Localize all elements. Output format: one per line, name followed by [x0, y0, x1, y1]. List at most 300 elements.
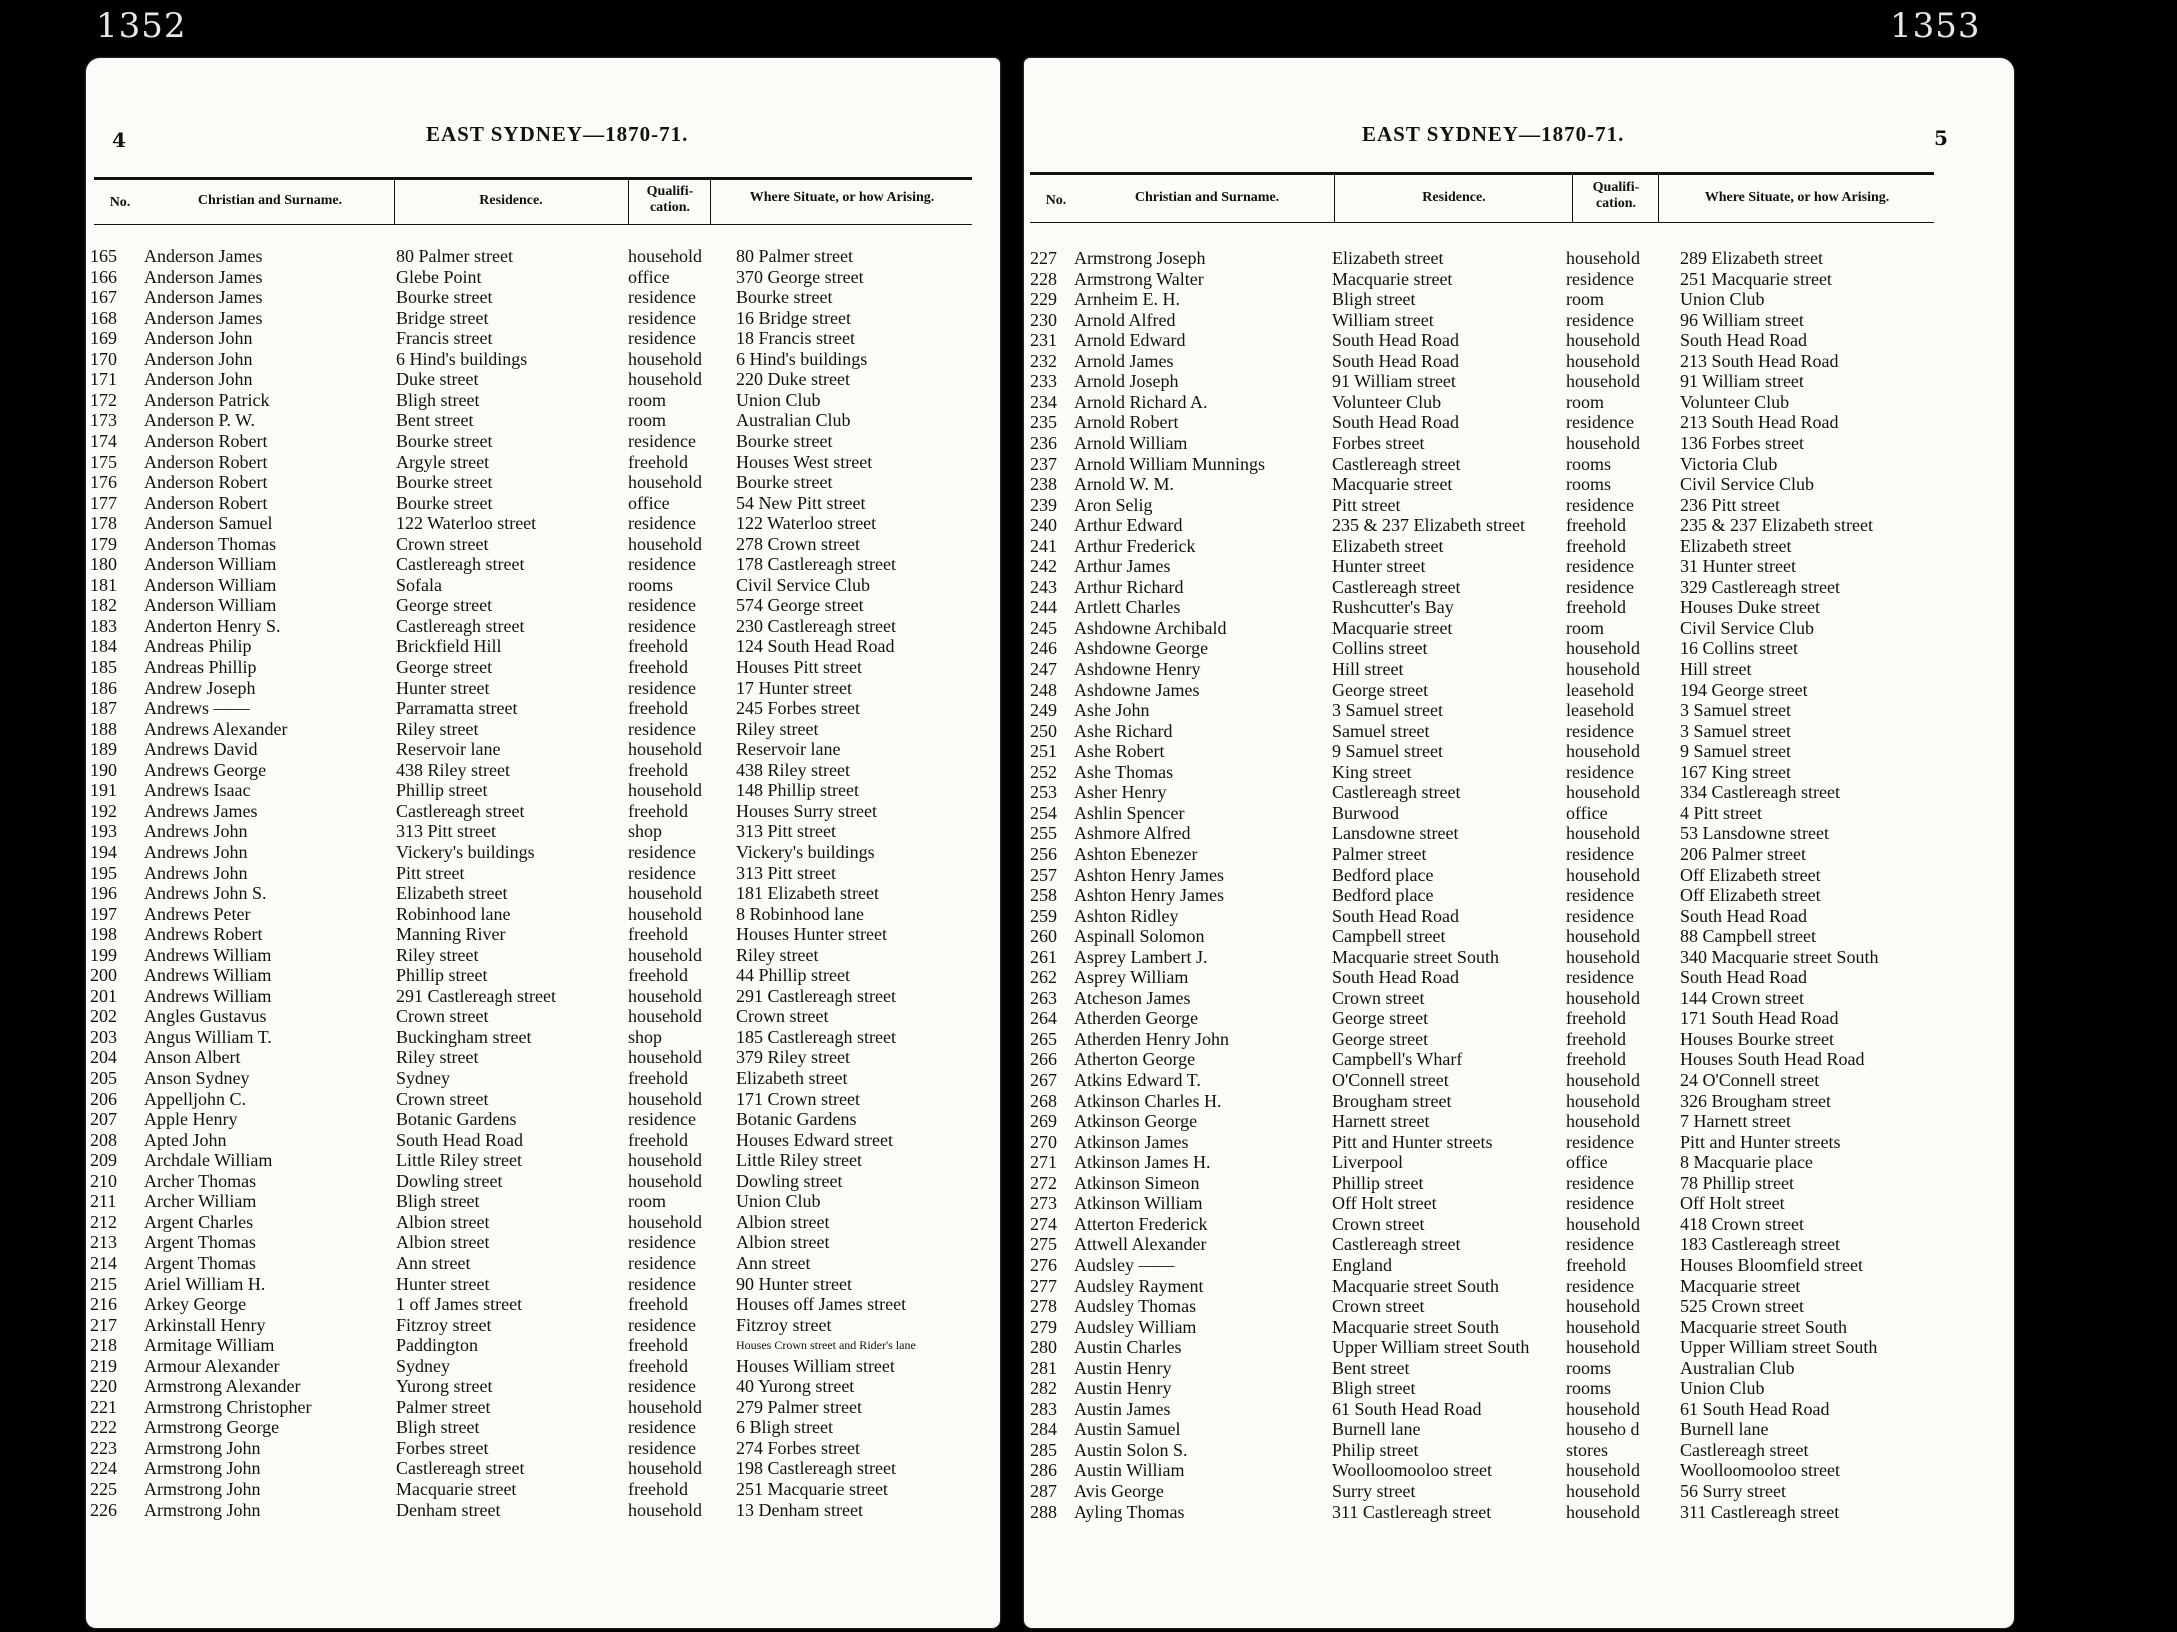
entry-number: 242: [1030, 556, 1057, 577]
entry-qualification: residence: [628, 1417, 696, 1438]
entry-where: 167 King street: [1680, 761, 1791, 782]
entry-number: 221: [90, 1396, 117, 1417]
entry-number: 278: [1030, 1296, 1057, 1317]
entry-qualification: household: [628, 739, 702, 760]
entry-residence: Macquarie street South: [1332, 1275, 1499, 1296]
right-header-top-rule: [1030, 172, 1934, 175]
entry-name: Attwell Alexander: [1074, 1234, 1207, 1255]
entry-number: 279: [1030, 1316, 1057, 1337]
entry-qualification: rooms: [1566, 474, 1611, 495]
entry-name: Andrews David: [144, 739, 258, 760]
entry-name: Andrews James: [144, 800, 258, 821]
entry-qualification: freehold: [1566, 1254, 1626, 1275]
entry-residence: Brickfield Hill: [396, 636, 502, 657]
entry-where: Hill street: [1680, 659, 1752, 679]
right-folio-stamp: 1353: [1890, 6, 1981, 46]
entry-residence: Botanic Gardens: [396, 1109, 517, 1130]
entry-name: Armstrong Alexander: [144, 1376, 301, 1397]
entry-number: 254: [1030, 802, 1057, 823]
entry-number: 207: [90, 1109, 117, 1130]
entry-residence: Sofala: [396, 574, 442, 595]
entry-number: 219: [90, 1355, 117, 1376]
entry-qualification: household: [1566, 926, 1640, 947]
entry-where: 251 Macquarie street: [736, 1479, 888, 1499]
entry-name: Audsley Rayment: [1074, 1275, 1204, 1296]
entry-where: 96 William street: [1680, 309, 1804, 330]
entry-where: 24 O'Connell street: [1680, 1070, 1820, 1090]
entry-where: Crown street: [736, 1006, 829, 1027]
entry-residence: Bourke street: [396, 492, 493, 513]
entry-number: 267: [1030, 1070, 1057, 1090]
entry-qualification: residence: [1566, 1193, 1634, 1214]
entry-qualification: household: [628, 1458, 702, 1479]
entry-name: Aspinall Solomon: [1074, 926, 1205, 947]
entry-number: 281: [1030, 1357, 1057, 1378]
entry-qualification: household: [1566, 1316, 1640, 1337]
entry-number: 237: [1030, 453, 1057, 474]
entry-name: Andrews John: [144, 862, 248, 883]
entry-residence: William street: [1332, 309, 1434, 330]
entry-residence: 61 South Head Road: [1332, 1398, 1482, 1419]
entry-name: Ashton Ebenezer: [1074, 843, 1198, 864]
entry-number: 222: [90, 1417, 117, 1438]
entry-qualification: household: [1566, 432, 1640, 453]
entry-where: Houses Bloomfield street: [1680, 1254, 1863, 1275]
entry-residence: Riley street: [396, 944, 479, 965]
entry-qualification: residence: [1566, 967, 1634, 988]
entry-name: Anderson Robert: [144, 451, 268, 472]
entry-number: 268: [1030, 1090, 1057, 1111]
entry-where: 574 George street: [736, 595, 864, 616]
entry-name: Archdale William: [144, 1150, 273, 1171]
entry-name: Anderson John: [144, 348, 253, 369]
entry-where: 3 Samuel street: [1680, 720, 1791, 741]
entry-name: Argent Thomas: [144, 1252, 256, 1273]
entry-qualification: rooms: [628, 574, 673, 595]
entry-residence: 91 William street: [1332, 371, 1456, 392]
entry-where: 181 Elizabeth street: [736, 883, 879, 904]
entry-name: Artlett Charles: [1074, 597, 1181, 618]
entry-where: 313 Pitt street: [736, 821, 836, 842]
entry-qualification: residence: [1566, 1131, 1634, 1152]
left-col-divider: [628, 177, 629, 225]
entry-where: Union Club: [736, 1191, 821, 1212]
entry-residence: Upper William street South: [1332, 1337, 1530, 1358]
entry-residence: Albion street: [396, 1232, 490, 1253]
entry-name: Angus William T.: [144, 1026, 272, 1047]
entry-residence: Lansdowne street: [1332, 823, 1459, 844]
entry-residence: Riley street: [396, 1047, 479, 1068]
entry-number: 259: [1030, 905, 1057, 926]
entry-name: Armstrong John: [144, 1499, 261, 1520]
entry-qualification: household: [1566, 1337, 1640, 1358]
entry-name: Anderson James: [144, 266, 263, 287]
left-folio-stamp: 1352: [96, 6, 187, 46]
entry-qualification: household: [1566, 1090, 1640, 1111]
entry-qualification: household: [628, 246, 702, 266]
entry-where: Union Club: [736, 389, 821, 410]
entry-where: 289 Elizabeth street: [1680, 248, 1823, 268]
entry-qualification: residence: [628, 1376, 696, 1397]
entry-name: Arkey George: [144, 1294, 247, 1315]
entry-where: 183 Castlereagh street: [1680, 1234, 1840, 1255]
entry-residence: Castlereagh street: [396, 1458, 525, 1479]
entry-name: Anderson William: [144, 574, 277, 595]
entry-number: 178: [90, 513, 117, 534]
left-running-head: EAST SYDNEY—1870-71.: [426, 122, 689, 146]
entry-name: Anderson James: [144, 307, 263, 328]
entry-where: 213 South Head Road: [1680, 350, 1839, 371]
entry-qualification: leasehold: [1566, 679, 1634, 700]
entry-residence: Sydney: [396, 1068, 450, 1088]
entry-residence: Sydney: [396, 1355, 450, 1376]
entry-qualification: residence: [1566, 843, 1634, 864]
entry-number: 214: [90, 1252, 117, 1273]
entry-number: 286: [1030, 1460, 1057, 1481]
entry-name: Ashmore Alfred: [1074, 823, 1191, 844]
entry-residence: Macquarie street: [1332, 474, 1453, 495]
entry-name: Atherden George: [1074, 1008, 1199, 1029]
entry-residence: Castlereagh street: [396, 615, 525, 636]
entry-residence: Hunter street: [396, 1273, 490, 1294]
entry-qualification: freehold: [1566, 1049, 1626, 1070]
entry-number: 165: [90, 246, 117, 266]
entry-name: Anson Albert: [144, 1047, 241, 1068]
right-col-header-no: No.: [1045, 193, 1067, 208]
entry-number: 220: [90, 1376, 117, 1397]
entry-residence: Bligh street: [396, 1191, 480, 1212]
entry-residence: George street: [396, 595, 493, 616]
entry-qualification: household: [1566, 1213, 1640, 1234]
entry-qualification: household: [1566, 823, 1640, 844]
entry-residence: Phillip street: [396, 965, 488, 986]
entry-residence: Burnell lane: [1332, 1419, 1421, 1440]
entry-residence: South Head Road: [396, 1129, 523, 1150]
entry-qualification: room: [628, 389, 666, 410]
entry-number: 186: [90, 677, 117, 698]
entry-where: Off Elizabeth street: [1680, 885, 1821, 906]
entry-number: 270: [1030, 1131, 1057, 1152]
entry-qualification: room: [1566, 617, 1604, 638]
entry-name: Andrews John S.: [144, 883, 267, 904]
entry-where: 44 Phillip street: [736, 965, 850, 986]
entry-residence: Vickery's buildings: [396, 841, 535, 862]
entry-where: Macquarie street South: [1680, 1316, 1847, 1337]
entry-qualification: residence: [628, 287, 696, 308]
entry-residence: South Head Road: [1332, 350, 1459, 371]
entry-where: 91 William street: [1680, 371, 1804, 392]
entry-number: 230: [1030, 309, 1057, 330]
entry-name: Austin James: [1074, 1398, 1171, 1419]
entry-name: Archer William: [144, 1191, 257, 1212]
entry-where: 291 Castlereagh street: [736, 985, 896, 1006]
entry-name: Arthur James: [1074, 556, 1171, 577]
entry-number: 188: [90, 718, 117, 739]
entry-qualification: household: [628, 883, 702, 904]
entry-where: 54 New Pitt street: [736, 492, 866, 513]
entry-number: 226: [90, 1499, 117, 1520]
entry-number: 258: [1030, 885, 1057, 906]
entry-qualification: freehold: [628, 1068, 688, 1088]
entry-name: Atkinson Charles H.: [1074, 1090, 1222, 1111]
entry-number: 255: [1030, 823, 1057, 844]
entry-qualification: rooms: [1566, 453, 1611, 474]
entry-number: 187: [90, 698, 117, 719]
entry-number: 263: [1030, 987, 1057, 1008]
entry-number: 190: [90, 759, 117, 780]
entry-number: 240: [1030, 515, 1057, 536]
entry-residence: Macquarie street: [396, 1479, 517, 1499]
entry-number: 168: [90, 307, 117, 328]
entry-name: Arthur Edward: [1074, 515, 1183, 536]
entry-number: 228: [1030, 268, 1057, 289]
entry-qualification: rooms: [1566, 1357, 1611, 1378]
entry-where: Dowling street: [736, 1170, 843, 1191]
entry-number: 179: [90, 533, 117, 554]
entry-residence: Bridge street: [396, 307, 489, 328]
entry-where: Houses Bourke street: [1680, 1028, 1834, 1049]
entry-where: 53 Lansdowne street: [1680, 823, 1829, 844]
entry-number: 184: [90, 636, 117, 657]
entry-name: Andrews ——: [144, 698, 250, 719]
entry-name: Andrews Robert: [144, 924, 263, 945]
entry-qualification: freehold: [628, 1479, 688, 1499]
entry-where: Houses Crown street and Rider's lane: [736, 1338, 916, 1353]
entry-residence: Bourke street: [396, 472, 493, 493]
left-col-divider: [710, 177, 711, 225]
entry-name: Andrews Isaac: [144, 780, 251, 801]
entry-number: 276: [1030, 1254, 1057, 1275]
entry-residence: Ann street: [396, 1252, 471, 1273]
entry-residence: Elizabeth street: [1332, 535, 1444, 556]
entry-residence: Pitt street: [1332, 494, 1401, 515]
entry-residence: 1 off James street: [396, 1294, 523, 1315]
entry-where: 17 Hunter street: [736, 677, 852, 698]
entry-name: Armitage William: [144, 1335, 275, 1356]
entry-number: 205: [90, 1068, 117, 1088]
entry-number: 169: [90, 328, 117, 349]
entry-residence: Collins street: [1332, 638, 1428, 659]
right-header-bottom-rule: [1030, 222, 1934, 223]
entry-qualification: shop: [628, 1026, 663, 1047]
entry-number: 239: [1030, 494, 1057, 515]
entry-where: 148 Phillip street: [736, 780, 859, 801]
entry-number: 173: [90, 410, 117, 431]
entry-number: 265: [1030, 1028, 1057, 1049]
entry-number: 253: [1030, 782, 1057, 803]
entry-where: Burnell lane: [1680, 1419, 1769, 1440]
entry-name: Arthur Frederick: [1074, 535, 1196, 556]
entry-qualification: household: [628, 1211, 702, 1232]
entry-qualification: residence: [628, 595, 696, 616]
entry-number: 246: [1030, 638, 1057, 659]
entry-residence: Fitzroy street: [396, 1314, 492, 1335]
entry-number: 248: [1030, 679, 1057, 700]
entry-where: 329 Castlereagh street: [1680, 576, 1840, 597]
entry-number: 183: [90, 615, 117, 636]
entry-number: 185: [90, 657, 117, 677]
entry-name: Ayling Thomas: [1074, 1501, 1185, 1522]
entry-residence: Hunter street: [396, 677, 490, 698]
entry-where: Riley street: [736, 718, 819, 739]
entry-name: Ashton Ridley: [1074, 905, 1179, 926]
entry-qualification: household: [1566, 1501, 1640, 1522]
entry-name: Anderson P. W.: [144, 410, 256, 431]
entry-where: 8 Robinhood lane: [736, 903, 864, 924]
entry-residence: 9 Samuel street: [1332, 741, 1443, 762]
entry-name: Anderson Patrick: [144, 389, 270, 410]
entry-residence: England: [1332, 1254, 1392, 1275]
entry-name: Asher Henry: [1074, 782, 1167, 803]
entry-residence: Crown street: [1332, 1296, 1425, 1317]
entry-name: Arnold James: [1074, 350, 1174, 371]
left-col-header-name: Christian and Surname.: [197, 193, 343, 208]
entry-number: 199: [90, 944, 117, 965]
entry-residence: Castlereagh street: [396, 554, 525, 575]
entry-qualification: household: [628, 1396, 702, 1417]
entry-where: 6 Bligh street: [736, 1417, 833, 1438]
entry-where: 9 Samuel street: [1680, 741, 1791, 762]
entry-name: Asprey William: [1074, 967, 1189, 988]
entry-number: 200: [90, 965, 117, 986]
entry-name: Ashe Richard: [1074, 720, 1173, 741]
entry-residence: Burwood: [1332, 802, 1399, 823]
entry-name: Ashdowne James: [1074, 679, 1200, 700]
entry-qualification: residence: [1566, 1275, 1634, 1296]
entry-number: 209: [90, 1150, 117, 1171]
entry-number: 225: [90, 1479, 117, 1499]
entry-name: Armstrong Christopher: [144, 1396, 312, 1417]
entry-residence: Crown street: [396, 1006, 489, 1027]
entry-number: 217: [90, 1314, 117, 1335]
entry-name: Anderson James: [144, 287, 263, 308]
entry-where: Houses Edward street: [736, 1129, 893, 1150]
entry-qualification: household: [1566, 1460, 1640, 1481]
entry-qualification: household: [628, 369, 702, 390]
right-col-header-name: Christian and Surname.: [1134, 190, 1280, 205]
entry-qualification: residence: [1566, 720, 1634, 741]
entry-qualification: freehold: [1566, 535, 1626, 556]
entry-qualification: freehold: [628, 451, 688, 472]
entry-where: 279 Palmer street: [736, 1396, 862, 1417]
entry-name: Armstrong John: [144, 1479, 261, 1499]
entry-where: Albion street: [736, 1211, 830, 1232]
entry-residence: Castlereagh street: [1332, 782, 1461, 803]
entry-number: 260: [1030, 926, 1057, 947]
entry-name: Atherton George: [1074, 1049, 1196, 1070]
entry-residence: Manning River: [396, 924, 506, 945]
entry-name: Audsley ——: [1074, 1254, 1175, 1275]
entry-name: Atterton Frederick: [1074, 1213, 1208, 1234]
entry-qualification: freehold: [1566, 1008, 1626, 1029]
entry-where: 144 Crown street: [1680, 987, 1804, 1008]
entry-residence: Pitt street: [396, 862, 465, 883]
entry-where: Bourke street: [736, 472, 833, 493]
entry-name: Ashdowne Henry: [1074, 659, 1201, 679]
entry-number: 189: [90, 739, 117, 760]
entry-where: 274 Forbes street: [736, 1437, 860, 1458]
entry-qualification: residence: [628, 328, 696, 349]
entry-qualification: household: [628, 1150, 702, 1171]
entry-residence: Campbell's Wharf: [1332, 1049, 1463, 1070]
entry-where: 7 Harnett street: [1680, 1111, 1791, 1132]
entry-name: Andrews William: [144, 944, 272, 965]
entry-name: Atkinson James: [1074, 1131, 1189, 1152]
entry-where: Upper William street South: [1680, 1337, 1878, 1358]
entry-qualification: household: [1566, 1111, 1640, 1132]
entry-number: 275: [1030, 1234, 1057, 1255]
entry-qualification: residence: [1566, 885, 1634, 906]
entry-number: 166: [90, 266, 117, 287]
entry-residence: Duke street: [396, 369, 479, 390]
entry-qualification: freehold: [628, 1129, 688, 1150]
entry-residence: Palmer street: [396, 1396, 491, 1417]
entry-residence: Castlereagh street: [1332, 576, 1461, 597]
entry-residence: Brougham street: [1332, 1090, 1452, 1111]
left-header-bottom-rule: [94, 224, 972, 225]
entry-number: 285: [1030, 1439, 1057, 1460]
entry-name: Armstrong John: [144, 1458, 261, 1479]
entry-where: Civil Service Club: [1680, 474, 1814, 495]
entry-residence: Bligh street: [396, 389, 480, 410]
entry-qualification: household: [1566, 946, 1640, 967]
entry-residence: Elizabeth street: [1332, 248, 1444, 268]
entry-name: Argent Charles: [144, 1211, 254, 1232]
entry-name: Arnold William: [1074, 432, 1188, 453]
entry-where: Pitt and Hunter streets: [1680, 1131, 1841, 1152]
entry-number: 202: [90, 1006, 117, 1027]
entry-qualification: freehold: [1566, 1028, 1626, 1049]
entry-name: Arnold Edward: [1074, 330, 1186, 351]
entry-number: 196: [90, 883, 117, 904]
entry-number: 251: [1030, 741, 1057, 762]
entry-where: 525 Crown street: [1680, 1296, 1804, 1317]
entry-number: 262: [1030, 967, 1057, 988]
entry-residence: Elizabeth street: [396, 883, 508, 904]
entry-qualification: household: [1566, 330, 1640, 351]
entry-number: 215: [90, 1273, 117, 1294]
entry-qualification: room: [1566, 391, 1604, 412]
entry-name: Anderson John: [144, 328, 253, 349]
entry-name: Arnold Joseph: [1074, 371, 1179, 392]
entry-where: 311 Castlereagh street: [1680, 1501, 1840, 1522]
entry-residence: George street: [1332, 1008, 1429, 1029]
entry-name: Angles Gustavus: [144, 1006, 267, 1027]
entry-number: 206: [90, 1088, 117, 1109]
entry-name: Ashton Henry James: [1074, 885, 1224, 906]
entry-where: Off Elizabeth street: [1680, 864, 1821, 885]
entry-where: Houses Hunter street: [736, 924, 887, 945]
entry-number: 274: [1030, 1213, 1057, 1234]
entry-residence: 6 Hind's buildings: [396, 348, 528, 369]
entry-where: 236 Pitt street: [1680, 494, 1780, 515]
entry-where: 3 Samuel street: [1680, 700, 1791, 721]
entry-name: Atkinson James H.: [1074, 1152, 1211, 1173]
entry-name: Audsley Thomas: [1074, 1296, 1197, 1317]
entry-residence: Dowling street: [396, 1170, 503, 1191]
entry-where: 340 Macquarie street South: [1680, 946, 1879, 967]
entry-number: 249: [1030, 700, 1057, 721]
entry-number: 257: [1030, 864, 1057, 885]
entry-where: Woolloomooloo street: [1680, 1460, 1841, 1481]
entry-name: Apted John: [144, 1129, 227, 1150]
entry-name: Atkinson George: [1074, 1111, 1198, 1132]
entry-where: 313 Pitt street: [736, 862, 836, 883]
entry-residence: 438 Riley street: [396, 759, 510, 780]
entry-residence: Samuel street: [1332, 720, 1430, 741]
entry-residence: O'Connell street: [1332, 1070, 1449, 1090]
entry-number: 273: [1030, 1193, 1057, 1214]
